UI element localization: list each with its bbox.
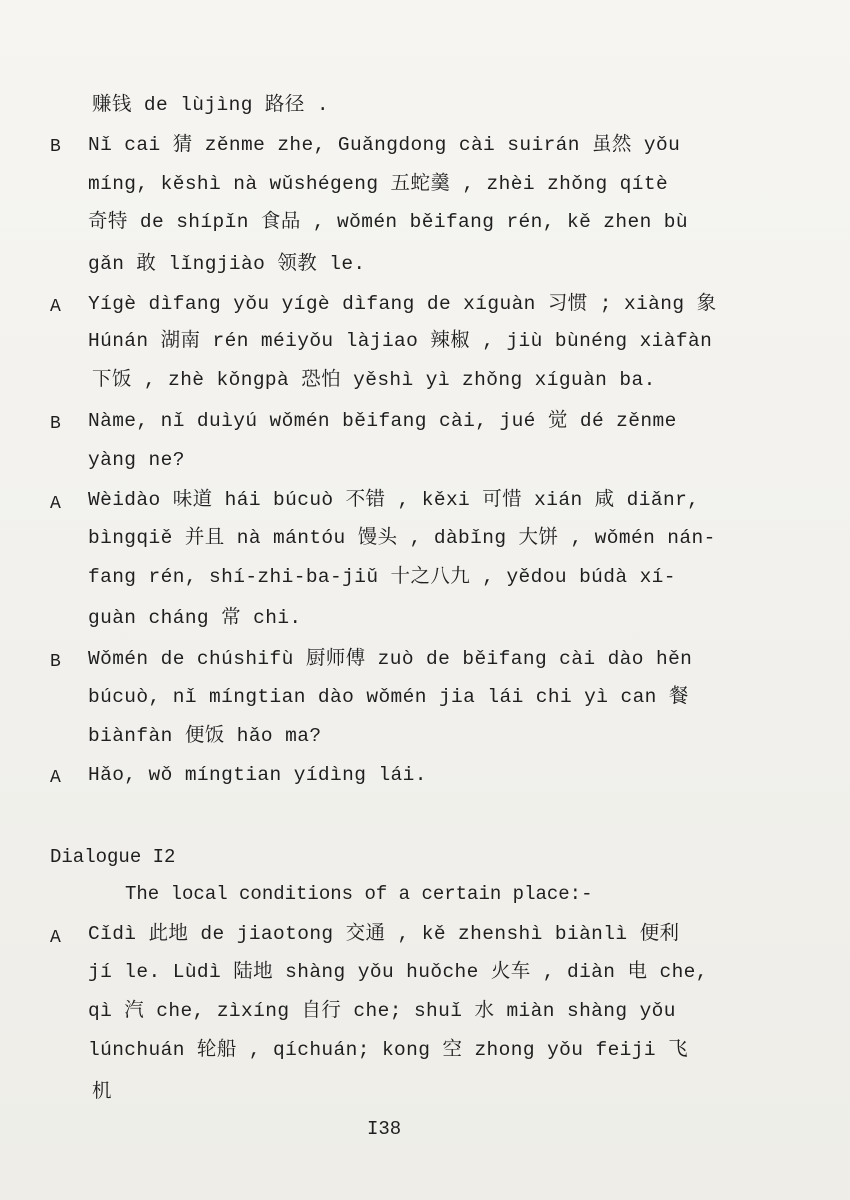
page-number: I38 — [367, 1118, 402, 1140]
text-line: Húnán 湖南 rén méiyǒu làjiao 辣椒 , jiù bùnéng xiàfàn — [88, 330, 713, 352]
dialogue-intro: The local conditions of a certain place:- — [125, 883, 593, 905]
text-line: fang rén, shí-zhi-ba-jiǔ 十之八九 , yědou búdà xí- — [88, 566, 676, 588]
text-line: gǎn 敢 lǐngjiào 领教 le. — [88, 253, 366, 275]
text-line: 奇特 de shípǐn 食品 , wǒmén běifang rén, kě zhen bù — [88, 211, 688, 233]
text-line: biànfàn 便饭 hǎo ma? — [88, 725, 322, 747]
text-line: Nǐ cai 猜 zěnme zhe, Guǎngdong cài suirán 虽然 yǒu — [88, 134, 681, 156]
text-line: míng, kěshì nà wǔshégeng 五蛇羹 , zhèi zhǒng qítè — [88, 173, 669, 195]
text-line: búcuò, nǐ míngtian dào wǒmén jia lái chi yì can 餐 — [88, 686, 689, 708]
speaker-label: B — [50, 414, 61, 434]
text-line: bìngqiě 并且 nà mántóu 馒头 , dàbǐng 大饼 , wǒmén nán- — [88, 527, 716, 549]
text-line: Wèidào 味道 hái búcuò 不错 , kěxi 可惜 xián 咸 diǎnr, — [88, 489, 700, 511]
text-line: 下饭 , zhè kǒngpà 恐怕 yěshì yì zhǒng xíguàn ba. — [92, 369, 656, 391]
text-line: Yígè dìfang yǒu yígè dìfang de xíguàn 习惯 ; xiàng 象 — [88, 293, 717, 315]
text-line: Hǎo, wǒ míngtian yídìng lái. — [88, 764, 427, 786]
text-line: lúnchuán 轮船 , qíchuán; kong 空 zhong yǒu feiji 飞 — [88, 1039, 688, 1061]
text-line: jí le. Lùdì 陆地 shàng yǒu huǒche 火车 , diàn 电 che, — [88, 961, 708, 983]
speaker-label: B — [50, 652, 61, 672]
speaker-label: A — [50, 494, 61, 514]
speaker-label: B — [50, 137, 61, 157]
text-line: Cǐdì 此地 de jiaotong 交通 , kě zhenshì biànlì 便利 — [88, 923, 680, 945]
text-line: Nàme, nǐ duìyú wǒmén běifang cài, jué 觉 dé zěnme — [88, 410, 677, 432]
speaker-label: A — [50, 928, 61, 948]
text-line: qì 汽 che, zìxíng 自行 che; shuǐ 水 miàn shàng yǒu — [88, 1000, 676, 1022]
dialogue-heading: Dialogue I2 — [50, 846, 176, 868]
text-line: 赚钱 de lùjìng 路径 . — [92, 94, 329, 116]
text-line: Wǒmén de chúshifù 厨师傅 zuò de běifang cài dào hěn — [88, 648, 693, 670]
speaker-label: A — [50, 297, 61, 317]
text-line: yàng ne? — [88, 449, 185, 471]
text-line: 机 — [92, 1081, 112, 1103]
speaker-label: A — [50, 768, 61, 788]
text-line: guàn cháng 常 chi. — [88, 607, 302, 629]
